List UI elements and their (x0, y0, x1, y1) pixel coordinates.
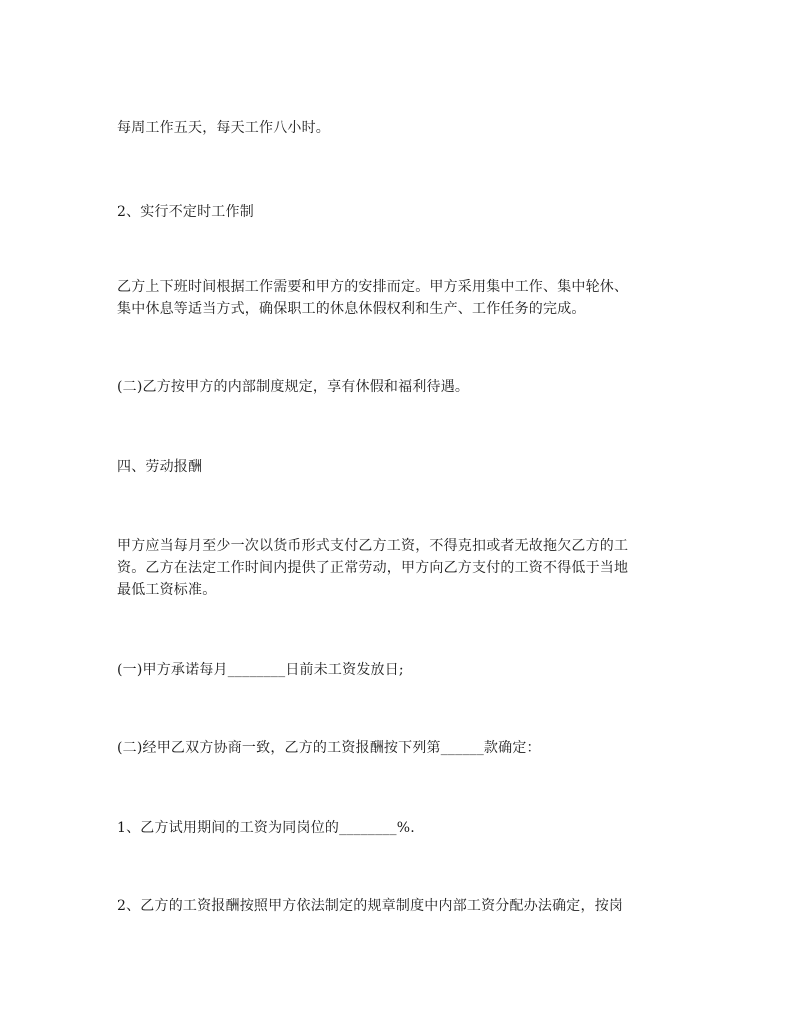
paragraph-line: 1、乙方试用期间的工资为同岗位的________%. (117, 820, 415, 836)
paragraph-line: 每周工作五天，每天工作八小时。 (117, 120, 330, 136)
paragraph-line: (二)乙方按甲方的内部制度规定，享有休假和福利待遇。 (117, 379, 470, 395)
paragraph-line: 2、乙方的工资报酬按照甲方依法制定的规章制度中内部工资分配办法确定，按岗 (117, 898, 624, 914)
paragraph-line: 最低工资标准。 (117, 582, 217, 598)
paragraph-6 (117, 535, 687, 601)
paragraph-8 (117, 737, 687, 759)
paragraph-1 (117, 117, 687, 139)
paragraph-4 (117, 376, 687, 398)
paragraph-line: (一)甲方承诺每月________日前未工资发放日; (117, 662, 404, 678)
paragraph-line: 资。乙方在法定工作时间内提供了正常劳动，甲方向乙方支付的工资不得低于当地 (117, 560, 629, 576)
paragraph-2 (117, 201, 687, 223)
paragraph-line: 2、实行不定时工作制 (117, 204, 254, 220)
paragraph-7 (117, 659, 687, 681)
paragraph-line: 集中休息等适当方式，确保职工的休息休假权利和生产、工作任务的完成。 (117, 301, 586, 317)
paragraph-9 (117, 817, 687, 839)
paragraph-line: 四、劳动报酬 (117, 459, 203, 475)
paragraph-3 (117, 276, 687, 320)
paragraph-line: 甲方应当每月至少一次以货币形式支付乙方工资，不得克扣或者无故拖欠乙方的工 (117, 538, 629, 554)
paragraph-line: (二)经甲乙双方协商一致，乙方的工资报酬按下列第______款确定： (117, 740, 541, 756)
paragraph-10 (117, 895, 687, 917)
paragraph-5 (117, 456, 687, 478)
paragraph-line: 乙方上下班时间根据工作需要和甲方的安排而定。甲方采用集中工作、集中轮休、 (117, 279, 629, 295)
